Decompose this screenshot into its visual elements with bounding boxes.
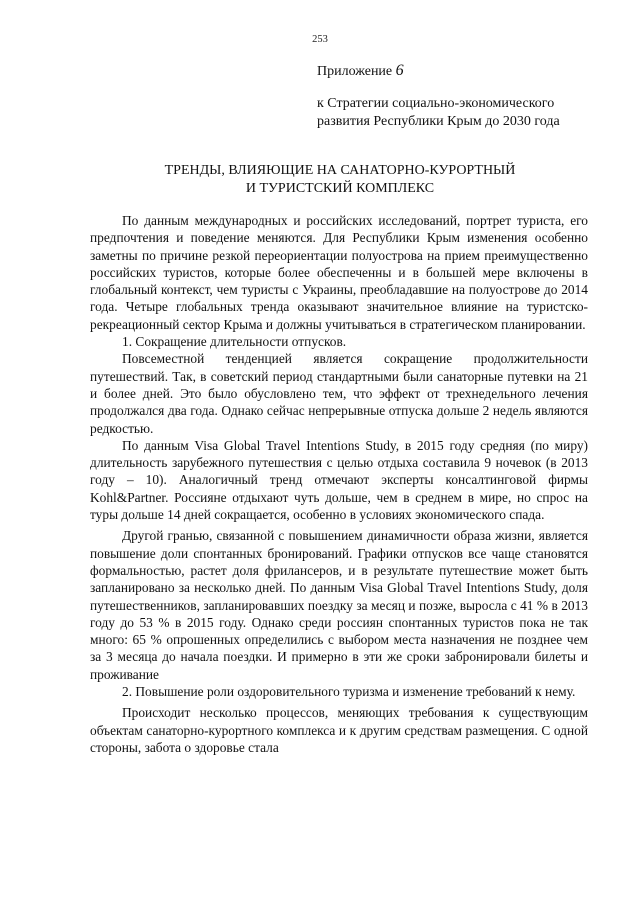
title-line2: И ТУРИСТСКИЙ КОМПЛЕКС xyxy=(245,181,435,196)
paragraph-intro: По данным международных и российских исследований, портрет туриста, его предпочтения и поведение меняются. Для Республики Крым изменения особенно заметны по причине резкой переориентации полуострова на прием преимущественно российских туристов, которые более обеспеченны и в большей мере включены в глобальный контекст, чем туристы с Украины, преобладавшие на полуострове до 2014 года. Четыре глобальных тренда оказывают значительное влияние на туристско-рекреационный сектор Крыма и должны учитываться в стратегическом планировании. xyxy=(90,213,588,332)
paragraph-durations: Повсеместной тенденцией является сокращение продолжительности путешествий. Так, в советский период стандартными были санаторные путевки на 21 и более дней. Это было обусловлено тем, что эффект от трехнедельного лечения продолжался два года. Однако сейчас непрерывные отпуска дольше 2 недель являются редкостью. xyxy=(90,351,588,436)
appendix-label: Приложение xyxy=(317,64,393,79)
body-text xyxy=(90,212,588,756)
appendix-number: 6 xyxy=(395,62,404,79)
appendix-reference-line1: к Стратегии социально-экономического xyxy=(317,96,555,111)
appendix-reference-line2: развития Республики Крым до 2030 года xyxy=(317,114,560,129)
paragraph-processes: Происходит несколько процессов, меняющих требования к существующим объектам санаторно-курортного комплекса и к другим средствам размещения. С одной стороны, забота о здоровье стала xyxy=(90,705,588,755)
paragraph-spontaneous: Другой гранью, связанной с повышением динамичности образа жизни, является повышение доли спонтанных бронирований. Графики отпусков все чаще становятся формальностью, растет доля фрилансеров, и в результате путешествие может быть запланировано за несколько дней. По данным Visa Global Travel Intentions Study, доля путешественников, запланировавших поездку за месяц и позже, выросла с 41 % в 2013 году до 53 % в 2015 году. Однако среди россиян спонтанных туристов пока не так много: 65 % опрошенных определились с выбором места назначения не позднее чем за 3 месяца до начала поездки. И примерно в эти же сроки забронировали билеты и проживание xyxy=(90,528,588,682)
page-number: 253 xyxy=(312,34,328,45)
paragraph-visa-study: По данным Visa Global Travel Intentions Study, в 2015 году средняя (по миру) длительность зарубежного путешествия с целью отдыха составила 9 ночевок (в 2013 году – 10). Аналогичный тренд отмечают эксперты консалтинговой фирмы Kohl&Partner. Россияне отдыхают чуть дольше, чем в среднем в мире, но спрос на туры дольше 14 дней сокращается, особенно в условиях экономического спада. xyxy=(90,437,588,523)
paragraph-heading-2: 2. Повышение роли оздоровительного туризма и изменение требований к нему. xyxy=(122,684,576,700)
appendix-header xyxy=(317,62,617,131)
paragraph-heading-1: 1. Сокращение длительности отпусков. xyxy=(122,334,347,350)
title-line1: ТРЕНДЫ, ВЛИЯЮЩИЕ НА САНАТОРНО-КУРОРТНЫЙ xyxy=(164,163,516,178)
appendix-label-line xyxy=(317,62,617,81)
document-title xyxy=(90,162,590,198)
